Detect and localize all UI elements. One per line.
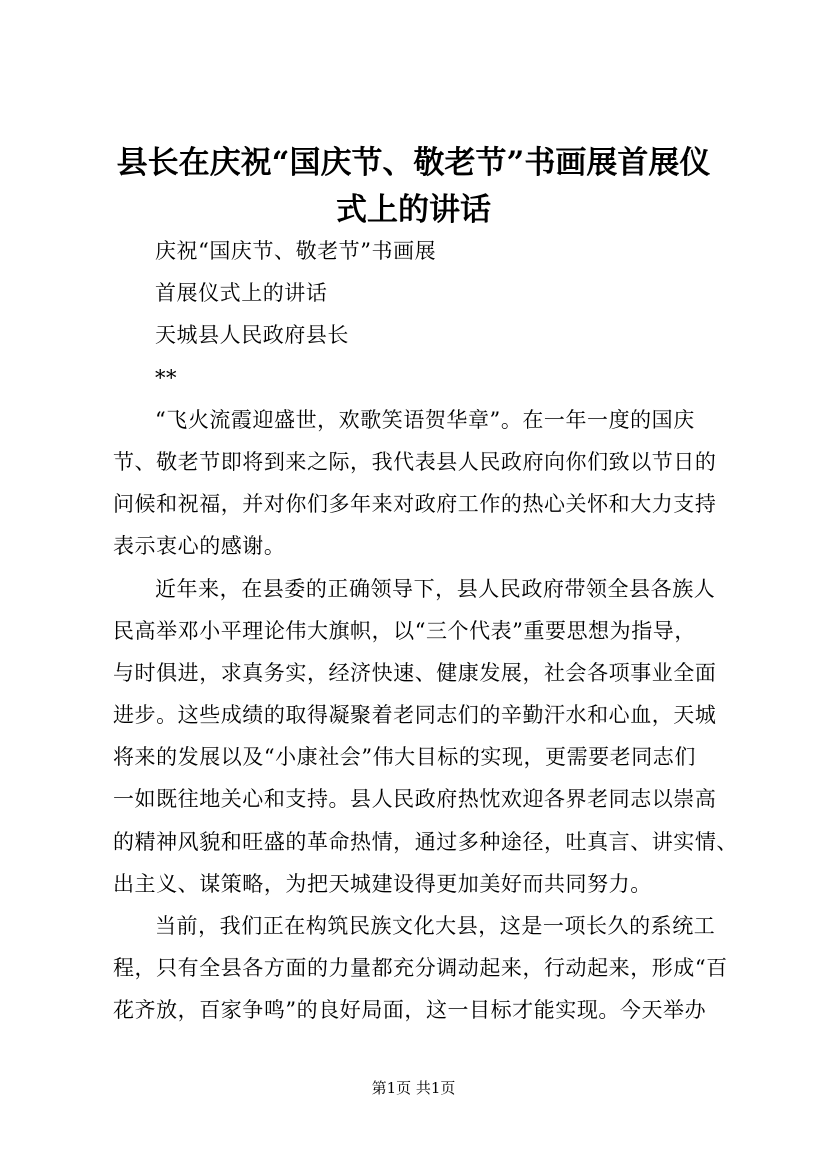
paragraph-line: 节、敬老节即将到来之际，我代表县人民政府向你们致以节日的 bbox=[113, 449, 717, 474]
paragraph-line: 当前，我们正在构筑民族文化大县，这是一项长久的系统工 bbox=[155, 914, 716, 938]
paragraph-line: 将来的发展以及“小康社会”伟大目标的实现，更需要老同志们 bbox=[113, 745, 696, 770]
title-line-2: 式上的讲话 bbox=[336, 192, 491, 228]
page-footer: 第1页 共1页 bbox=[371, 1079, 456, 1097]
paragraph-line: 一如既往地关心和支持。县人民政府热忱欢迎各界老同志以崇高 bbox=[113, 787, 717, 812]
paragraph-line: 与时俱进，求真务实，经济快速、健康发展，社会各项事业全面 bbox=[113, 660, 717, 685]
paragraph-line: 的精神风貌和旺盛的革命热情，通过多种途径，吐真言、讲实情、 bbox=[113, 829, 738, 854]
title-line-1: 县长在庆祝“国庆节、敬老节”书画展首展仪 bbox=[116, 145, 711, 181]
speaker-name: ** bbox=[155, 365, 178, 390]
paragraph-line: 民高举邓小平理论伟大旗帜，以“三个代表”重要思想为指导， bbox=[113, 618, 696, 643]
subtitle-line: 首展仪式上的讲话 bbox=[155, 281, 328, 306]
subtitle-line: 庆祝“国庆节、敬老节”书画展 bbox=[155, 239, 437, 263]
paragraph-line: “飞火流霞迎盛世，欢歌笑语贺华章”。在一年一度的国庆 bbox=[155, 407, 695, 432]
paragraph-line: 出主义、谋策略，为把天城建设得更加美好而共同努力。 bbox=[113, 871, 652, 896]
paragraph-line: 近年来，在县委的正确领导下，县人民政府带领全县各族人 bbox=[155, 576, 716, 601]
paragraph-line: 问候和祝福，并对你们多年来对政府工作的热心关怀和大力支持 bbox=[113, 492, 717, 517]
paragraph-line: 进步。这些成绩的取得凝聚着老同志们的辛勤汗水和心血，天城 bbox=[113, 703, 717, 728]
paragraph-line: 程，只有全县各方面的力量都充分调动起来，行动起来，形成“百 bbox=[113, 956, 728, 981]
paragraph-line: 花齐放，百家争鸣”的良好局面，这一目标才能实现。今天举办 bbox=[113, 998, 707, 1023]
paragraph-line: 表示衷心的感谢。 bbox=[113, 534, 286, 559]
document-title bbox=[100, 140, 727, 234]
document-body bbox=[113, 230, 738, 1032]
speaker-line: 天城县人民政府县长 bbox=[155, 323, 349, 348]
